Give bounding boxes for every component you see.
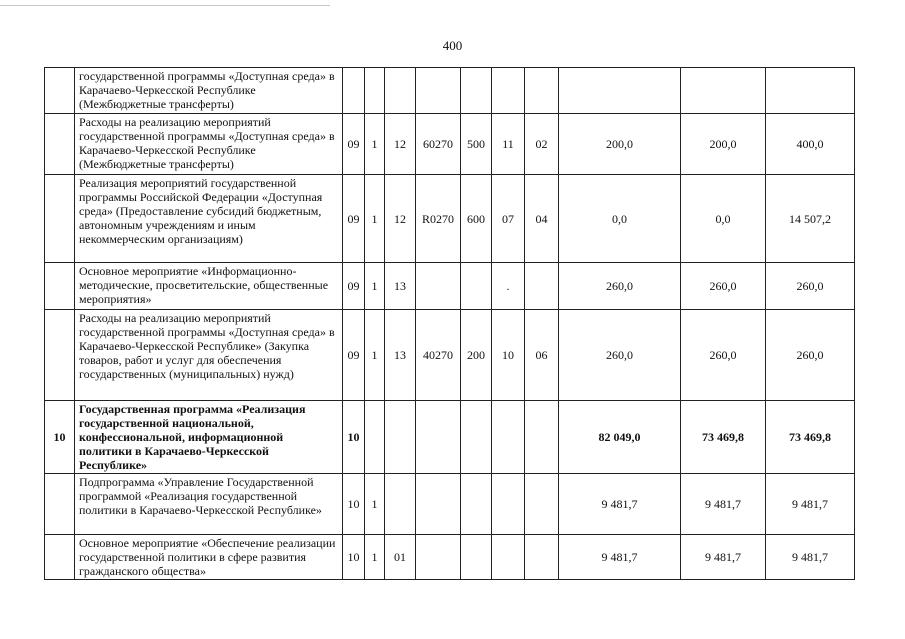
code-expense-type-cell <box>461 68 492 114</box>
code-subsection-cell <box>525 68 559 114</box>
amount-year1-cell <box>559 68 681 114</box>
code-expense-type-cell: 200 <box>461 310 492 401</box>
code-subprogram-cell: 1 <box>365 263 385 310</box>
code-program-cell: 09 <box>343 310 365 401</box>
table-row <box>45 474 855 535</box>
page-number: 400 <box>442 38 463 53</box>
code-expense-type-cell: 600 <box>461 175 492 263</box>
code-section-cell: . <box>492 263 525 310</box>
code-event-cell: 12 <box>385 175 416 263</box>
row-number-cell: 10 <box>45 401 75 474</box>
table-row <box>45 114 855 175</box>
code-event-cell: 01 <box>385 535 416 580</box>
code-subprogram-cell: 1 <box>365 175 385 263</box>
code-section-cell <box>492 68 525 114</box>
code-subprogram-cell <box>365 68 385 114</box>
code-expense-type-cell <box>461 401 492 474</box>
description-cell: Расходы на реализацию мероприятий государственной программы «Доступная среда» в Карачаево-Черкесской Республике» (Закупка товаров, работ и услуг для обеспечения государственных (муниципальных) нужд) <box>75 310 343 401</box>
amount-year2-cell <box>681 68 766 114</box>
code-section-cell <box>492 474 525 535</box>
code-subsection-cell: 06 <box>525 310 559 401</box>
row-number-cell <box>45 310 75 401</box>
description-cell: Государственная программа «Реализация государственной национальной, конфессиональной, информационной политики в Карачаево-Черкесской Республике» <box>75 401 343 474</box>
amount-year3-cell: 260,0 <box>766 310 855 401</box>
code-event-cell: 12 <box>385 114 416 175</box>
amount-year3-cell: 9 481,7 <box>766 535 855 580</box>
code-subprogram-cell: 1 <box>365 535 385 580</box>
code-event-cell <box>385 474 416 535</box>
amount-year1-cell: 9 481,7 <box>559 535 681 580</box>
row-number-cell <box>45 68 75 114</box>
code-section-cell: 10 <box>492 310 525 401</box>
table-row <box>45 535 855 580</box>
description-cell: Основное мероприятие «Обеспечение реализации государственной политики в сфере развития гражданского общества» <box>75 535 343 580</box>
code-expense-type-cell <box>461 263 492 310</box>
code-subsection-cell: 04 <box>525 175 559 263</box>
scan-artifact-line <box>0 5 330 6</box>
code-subsection-cell <box>525 535 559 580</box>
code-expense-type-cell <box>461 535 492 580</box>
code-section-cell: 07 <box>492 175 525 263</box>
table-row <box>45 175 855 263</box>
description-cell: Подпрограмма «Управление Государственной программой «Реализация государственной политики в Карачаево-Черкесской Республике» <box>75 474 343 535</box>
table-row <box>45 310 855 401</box>
code-expense-type-cell <box>461 474 492 535</box>
row-number-cell <box>45 535 75 580</box>
code-expense-type-cell: 500 <box>461 114 492 175</box>
budget-table-body <box>45 68 855 580</box>
row-number-cell <box>45 114 75 175</box>
code-direction-cell: 40270 <box>416 310 461 401</box>
description-cell: Основное мероприятие «Информационно-методические, просветительские, общественные мероприятия» <box>75 263 343 310</box>
amount-year2-cell: 200,0 <box>681 114 766 175</box>
code-section-cell <box>492 535 525 580</box>
table-row <box>45 68 855 114</box>
amount-year2-cell: 260,0 <box>681 263 766 310</box>
code-direction-cell: 60270 <box>416 114 461 175</box>
description-cell: государственной программы «Доступная среда» в Карачаево-Черкесской Республике (Межбюджетные трансферты) <box>75 68 343 114</box>
amount-year2-cell: 260,0 <box>681 310 766 401</box>
amount-year3-cell: 400,0 <box>766 114 855 175</box>
code-direction-cell: R0270 <box>416 175 461 263</box>
amount-year3-cell: 14 507,2 <box>766 175 855 263</box>
amount-year1-cell: 260,0 <box>559 310 681 401</box>
code-program-cell: 09 <box>343 175 365 263</box>
amount-year2-cell: 0,0 <box>681 175 766 263</box>
code-direction-cell <box>416 68 461 114</box>
code-event-cell <box>385 401 416 474</box>
amount-year3-cell: 73 469,8 <box>766 401 855 474</box>
amount-year1-cell: 9 481,7 <box>559 474 681 535</box>
amount-year2-cell: 9 481,7 <box>681 474 766 535</box>
code-subprogram-cell: 1 <box>365 310 385 401</box>
amount-year2-cell: 9 481,7 <box>681 535 766 580</box>
code-direction-cell <box>416 401 461 474</box>
code-subsection-cell: 02 <box>525 114 559 175</box>
code-subprogram-cell: 1 <box>365 114 385 175</box>
amount-year2-cell: 73 469,8 <box>681 401 766 474</box>
code-subsection-cell <box>525 401 559 474</box>
code-section-cell <box>492 401 525 474</box>
amount-year3-cell: 260,0 <box>766 263 855 310</box>
code-direction-cell <box>416 263 461 310</box>
code-subsection-cell <box>525 474 559 535</box>
code-program-cell: 09 <box>343 263 365 310</box>
table-row <box>45 401 855 474</box>
amount-year1-cell: 82 049,0 <box>559 401 681 474</box>
amount-year1-cell: 0,0 <box>559 175 681 263</box>
code-program-cell: 10 <box>343 535 365 580</box>
row-number-cell <box>45 474 75 535</box>
table-row <box>45 263 855 310</box>
code-event-cell <box>385 68 416 114</box>
budget-table <box>44 67 855 580</box>
row-number-cell <box>45 175 75 263</box>
code-program-cell: 09 <box>343 114 365 175</box>
amount-year3-cell <box>766 68 855 114</box>
code-event-cell: 13 <box>385 263 416 310</box>
code-direction-cell <box>416 535 461 580</box>
amount-year1-cell: 200,0 <box>559 114 681 175</box>
code-subprogram-cell: 1 <box>365 474 385 535</box>
amount-year1-cell: 260,0 <box>559 263 681 310</box>
row-number-cell <box>45 263 75 310</box>
description-cell: Расходы на реализацию мероприятий государственной программы «Доступная среда» в Карачаево-Черкесской Республике (Межбюджетные трансферты) <box>75 114 343 175</box>
description-cell: Реализация мероприятий государственной программы Российской Федерации «Доступная среда» (Предоставление субсидий бюджетным, автономным учреждениям и иным некоммерческим организациям) <box>75 175 343 263</box>
code-program-cell: 10 <box>343 401 365 474</box>
code-subsection-cell <box>525 263 559 310</box>
code-direction-cell <box>416 474 461 535</box>
code-program-cell: 10 <box>343 474 365 535</box>
code-program-cell <box>343 68 365 114</box>
amount-year3-cell: 9 481,7 <box>766 474 855 535</box>
code-event-cell: 13 <box>385 310 416 401</box>
code-section-cell: 11 <box>492 114 525 175</box>
code-subprogram-cell <box>365 401 385 474</box>
